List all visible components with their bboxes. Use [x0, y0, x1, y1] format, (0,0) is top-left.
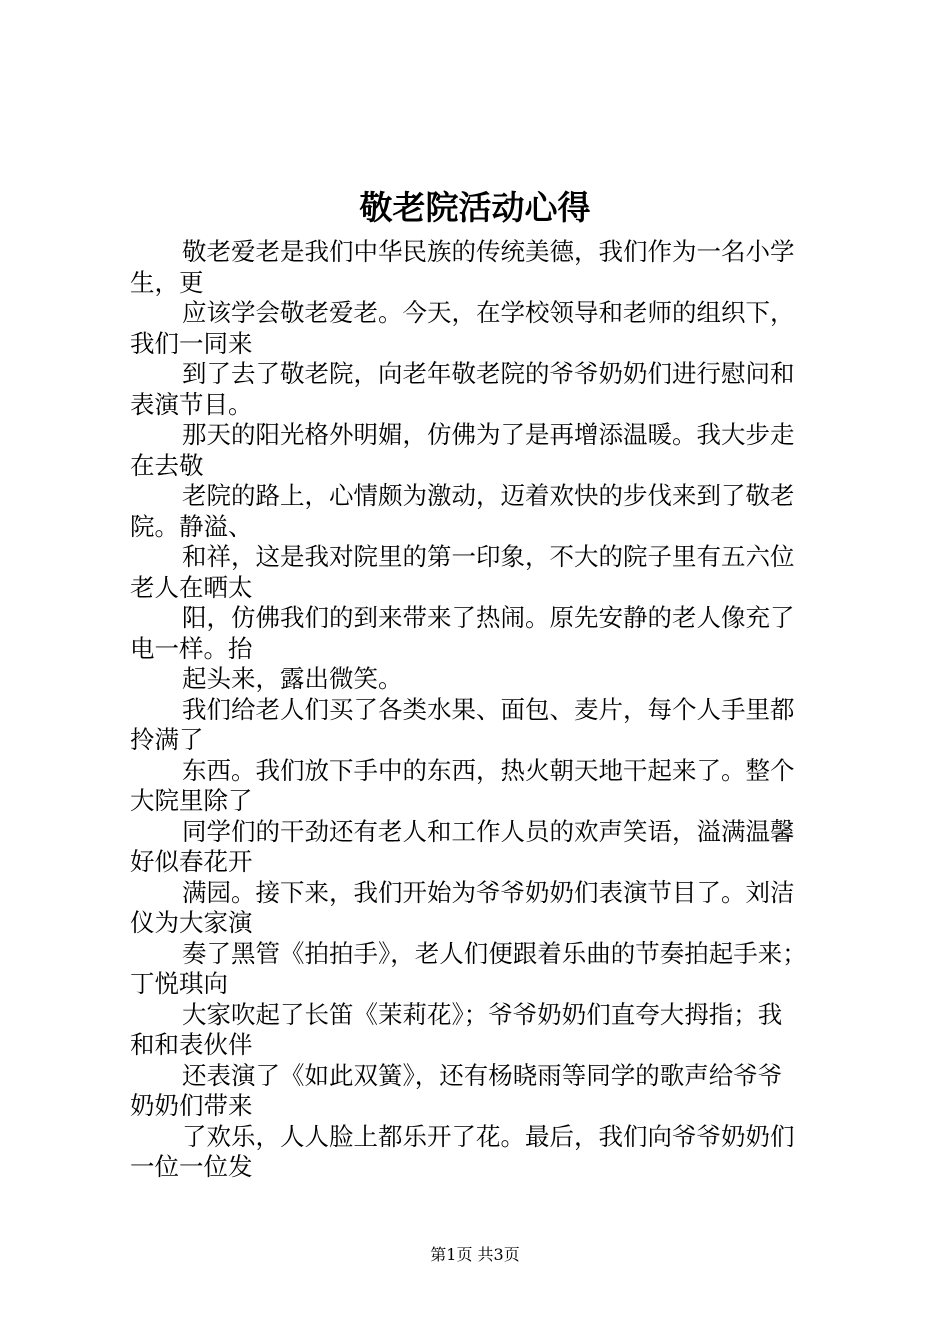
text-line: 同学们的干劲还有老人和工作人员的欢声笑语，溢满温馨 [182, 816, 795, 846]
text-line: 好似春花开 [130, 847, 253, 876]
text-line: 奏了黑管《拍拍手》，老人们便跟着乐曲的节奏拍起手来； [182, 938, 807, 968]
text-line: 还表演了《如此双簧》，还有杨晓雨等同学的歌声给爷爷 [182, 1060, 783, 1090]
text-line: 敬老爱老是我们中华民族的传统美德，我们作为一名小学 [182, 237, 795, 266]
text-line: 一位一位发 [130, 1152, 253, 1181]
text-line: 大家吹起了长笛《茉莉花》；爷爷奶奶们直夸大拇指；我 [182, 999, 783, 1029]
text-line: 老人在晒太 [130, 572, 253, 602]
text-line: 起头来，露出微笑。 [182, 664, 403, 693]
text-line: 奶奶们带来 [130, 1091, 253, 1120]
paragraph [130, 1122, 850, 1183]
page-number-footer: 第1页 共3页 [430, 1245, 520, 1264]
text-line: 拎满了 [130, 725, 204, 754]
text-line: 表演节目。 [130, 389, 253, 419]
document-body [130, 237, 850, 1183]
paragraph [130, 603, 850, 664]
paragraph [130, 1000, 850, 1061]
text-line: 应该学会敬老爱老。今天，在学校领导和老师的组织下， [182, 298, 795, 327]
paragraph [130, 756, 850, 817]
paragraph [130, 817, 850, 878]
text-line: 到了去了敬老院，向老年敬老院的爷爷奶奶们进行慰问和 [182, 359, 795, 388]
paragraph [130, 298, 850, 359]
text-line: 满园。接下来，我们开始为爷爷奶奶们表演节目了。刘洁 [182, 877, 795, 907]
text-line: 那天的阳光格外明媚，仿佛为了是再增添温暖。我大步走 [182, 420, 795, 449]
paragraph [130, 481, 850, 542]
paragraph [130, 664, 850, 695]
text-line: 阳，仿佛我们的到来带来了热闹。原先安静的老人像充了 [182, 603, 795, 632]
text-line: 了欢乐，人人脸上都乐开了花。最后，我们向爷爷奶奶们 [182, 1121, 795, 1151]
text-line: 和和表伙伴 [130, 1030, 253, 1059]
text-line: 电一样。抬 [130, 633, 253, 663]
paragraph [130, 878, 850, 939]
text-line: 我们给老人们买了各类水果、面包、麦片，每个人手里都 [182, 694, 795, 724]
paragraph [130, 237, 850, 298]
text-line: 和祥，这是我对院里的第一印象，不大的院子里有五六位 [182, 542, 795, 571]
text-line: 丁悦琪向 [130, 969, 228, 998]
text-line: 大院里除了 [130, 786, 253, 815]
text-line: 在去敬 [130, 450, 204, 480]
text-line: 老院的路上，心情颇为激动，迈着欢快的步伐来到了敬老 [182, 481, 795, 510]
paragraph [130, 695, 850, 756]
text-line: 生，更 [130, 267, 204, 297]
paragraph [130, 420, 850, 481]
paragraph [130, 542, 850, 603]
page-title: 敬老院活动心得 [359, 188, 591, 227]
paragraph [130, 939, 850, 1000]
paragraph [130, 359, 850, 420]
paragraph [130, 1061, 850, 1122]
text-line: 仪为大家演 [130, 908, 253, 937]
text-line: 我们一同来 [130, 328, 253, 358]
text-line: 院。静溢、 [130, 511, 253, 541]
text-line: 东西。我们放下手中的东西，热火朝天地干起来了。整个 [182, 755, 795, 785]
